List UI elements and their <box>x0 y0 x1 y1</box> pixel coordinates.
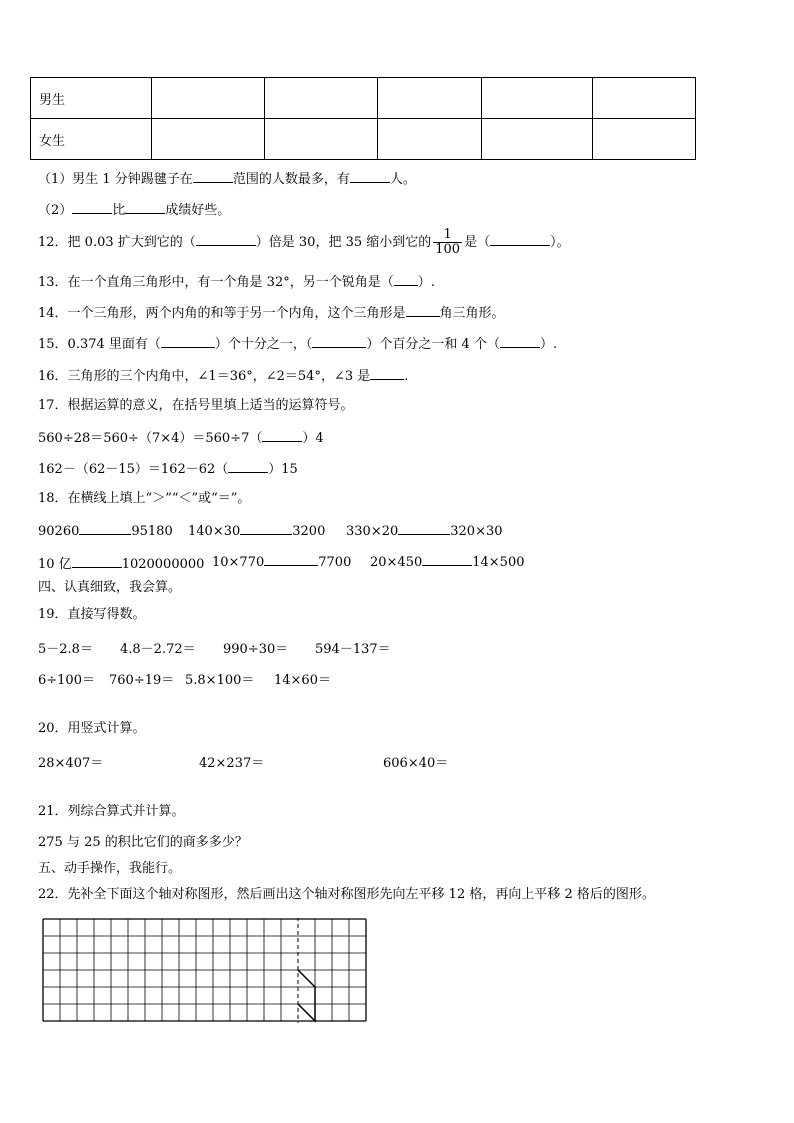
q12-text-c: 是（ <box>464 235 491 250</box>
q11-part2-text-c: 成绩好些。 <box>165 203 231 218</box>
q17-line2-text-a: 162－（62－15）＝162－62（ <box>38 462 229 477</box>
answer-blank[interactable] <box>406 304 440 317</box>
row-label-girls: 女生 <box>31 119 152 160</box>
calc-item: 28×407＝ <box>38 756 104 771</box>
q14-text-b: 角三角形。 <box>439 306 505 321</box>
calc-item: 606×40＝ <box>383 756 449 771</box>
answer-blank[interactable] <box>398 522 450 535</box>
q18-row2 <box>38 553 758 572</box>
compare-right: 3200 <box>292 524 326 539</box>
q15-text-d: ）. <box>539 337 558 352</box>
table-cell[interactable] <box>378 78 482 119</box>
fraction-numerator: 1 <box>433 228 462 243</box>
q16-text-b: . <box>404 369 409 384</box>
compare-left: 10×770 <box>212 555 265 570</box>
answer-blank[interactable] <box>196 233 256 246</box>
q20-row <box>38 752 758 771</box>
drawing-grid[interactable] <box>42 918 374 1026</box>
calc-item: 990÷30＝ <box>223 642 289 657</box>
calc-item: 5－2.8＝ <box>38 642 93 657</box>
q15-text-c: ）个百分之一和 4 个（ <box>366 337 500 352</box>
q19-title: 19．直接写得数。 <box>38 607 146 622</box>
answer-blank[interactable] <box>262 429 302 442</box>
answer-blank[interactable] <box>370 367 404 380</box>
table-cell[interactable] <box>265 119 378 160</box>
q11-part1-text-c: 人。 <box>389 172 416 187</box>
q21-text: 275 与 25 的积比它们的商多多少？ <box>38 835 248 850</box>
fraction-denominator: 100 <box>435 242 461 257</box>
q22-title: 22．先补全下面这个轴对称图形，然后画出这个轴对称图形先向左平移 12 格，再向上平移 2 格后的图形。 <box>38 887 655 902</box>
q15 <box>38 335 557 353</box>
compare-left: 10 亿 <box>38 557 72 572</box>
answer-blank[interactable] <box>312 335 366 348</box>
table-cell[interactable] <box>482 78 593 119</box>
q12-text-a: 12．把 0.03 扩大到它的（ <box>38 235 196 250</box>
half-figure <box>298 970 315 1021</box>
q11-part1-text-a: （1）男生 1 分钟踢毽子在 <box>38 172 193 187</box>
q12 <box>38 228 570 258</box>
answer-blank[interactable] <box>72 201 112 214</box>
compare-right: 1020000000 <box>121 557 205 572</box>
answer-blank[interactable] <box>490 233 550 246</box>
q17-line1-text-b: ）4 <box>302 431 324 446</box>
q17-line2 <box>38 460 298 478</box>
q19-row1 <box>38 638 758 657</box>
table-cell[interactable] <box>152 119 265 160</box>
q17-line1-text-a: 560÷28＝560÷（7×4）＝560÷7（ <box>38 431 263 446</box>
compare-left: 90260 <box>38 524 80 539</box>
q13 <box>38 273 435 291</box>
compare-item <box>212 553 351 570</box>
q17-line1 <box>38 429 324 447</box>
q20-title: 20．用竖式计算。 <box>38 721 146 736</box>
q17-title: 17．根据运算的意义，在括号里填上适当的运算符号。 <box>38 398 354 413</box>
row-label-boys: 男生 <box>31 78 152 119</box>
table-cell[interactable] <box>593 119 696 160</box>
q15-text-a: 15．0.374 里面有（ <box>38 337 161 352</box>
fraction <box>433 228 462 257</box>
answer-blank[interactable] <box>264 553 318 566</box>
q11-part2 <box>38 201 230 219</box>
table-cell[interactable] <box>265 78 378 119</box>
q11-part2-text-a: （2） <box>38 203 73 218</box>
compare-right: 14×500 <box>472 555 525 570</box>
calc-item: 14×60＝ <box>274 673 331 688</box>
q14-text-a: 14．一个三角形，两个内角的和等于另一个内角，这个三角形是 <box>38 306 406 321</box>
answer-blank[interactable] <box>350 170 390 183</box>
q11-part2-text-b: 比 <box>112 203 126 218</box>
q16 <box>38 367 408 385</box>
q13-text-b: ）. <box>417 275 435 290</box>
score-table <box>30 77 696 160</box>
answer-blank[interactable] <box>193 170 233 183</box>
compare-right: 7700 <box>318 555 352 570</box>
answer-blank[interactable] <box>500 335 540 348</box>
q19-row2 <box>38 669 758 688</box>
q11-part1 <box>38 170 416 188</box>
q14 <box>38 304 505 322</box>
calc-item: 5.8×100＝ <box>185 673 255 688</box>
compare-item <box>346 522 503 539</box>
q18-row1 <box>38 522 758 538</box>
compare-right: 95180 <box>131 524 173 539</box>
answer-blank[interactable] <box>240 522 292 535</box>
compare-right: 320×30 <box>450 524 503 539</box>
compare-left: 330×20 <box>346 524 399 539</box>
table-cell[interactable] <box>378 119 482 160</box>
compare-left: 20×450 <box>370 555 423 570</box>
q12-text-d: ）。 <box>550 235 570 250</box>
q15-text-b: ）个十分之一，（ <box>214 337 313 352</box>
q17-line2-text-b: ）15 <box>268 462 298 477</box>
answer-blank[interactable] <box>422 553 472 566</box>
q11-part1-text-b: 范围的人数最多，有 <box>232 172 350 187</box>
table-cell[interactable] <box>593 78 696 119</box>
answer-blank[interactable] <box>161 335 215 348</box>
table-row <box>31 78 696 119</box>
answer-blank[interactable] <box>394 273 418 286</box>
table-cell[interactable] <box>152 78 265 119</box>
q21-title: 21．列综合算式并计算。 <box>38 804 185 819</box>
compare-item <box>370 553 525 570</box>
calc-item: 42×237＝ <box>199 756 265 771</box>
calc-item: 760÷19＝ <box>109 673 175 688</box>
table-row <box>31 119 696 160</box>
q13-text-a: 13．在一个直角三角形中，有一个角是 32°，另一个锐角是（ <box>38 275 394 290</box>
q16-text-a: 16．三角形的三个内角中，∠1＝36°，∠2＝54°，∠3 是 <box>38 369 371 384</box>
q12-text-b: ）倍是 30，把 35 缩小到它的 <box>255 235 432 250</box>
calc-item: 594－137＝ <box>315 642 391 657</box>
compare-item <box>38 522 173 539</box>
compare-item <box>188 522 325 539</box>
section5-heading: 五、动手操作，我能行。 <box>38 861 182 876</box>
compare-item <box>38 553 204 572</box>
answer-blank[interactable] <box>72 555 122 568</box>
answer-blank[interactable] <box>228 460 268 473</box>
calc-item: 6÷100＝ <box>38 673 95 688</box>
grid-lines <box>43 919 366 1021</box>
table-cell[interactable] <box>482 119 593 160</box>
q18-title: 18．在横线上填上“＞”“＜”或“＝”。 <box>38 491 251 506</box>
answer-blank[interactable] <box>79 522 131 535</box>
answer-blank[interactable] <box>125 201 165 214</box>
section4-heading: 四、认真细致，我会算。 <box>38 580 182 595</box>
compare-left: 140×30 <box>188 524 241 539</box>
calc-item: 4.8－2.72＝ <box>120 642 196 657</box>
